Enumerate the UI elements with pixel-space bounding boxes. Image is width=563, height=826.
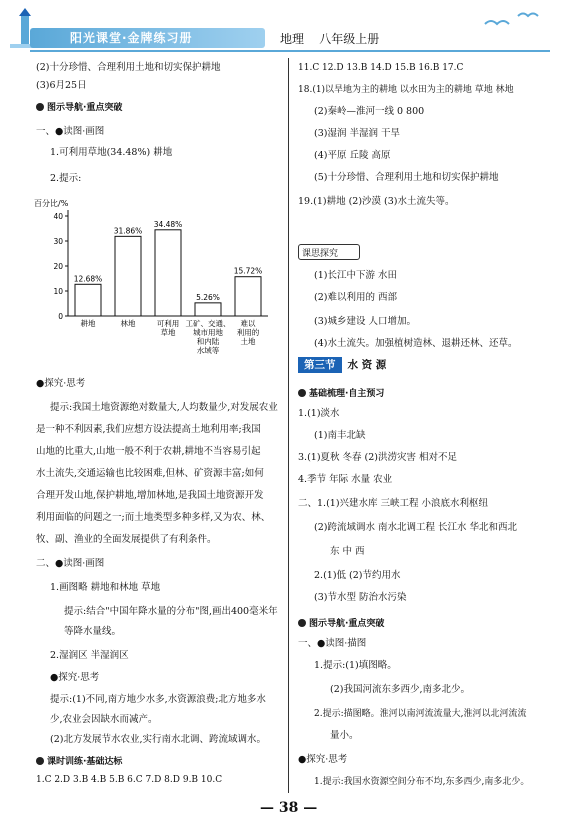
right-line-25: ●探究·思考 (298, 754, 348, 765)
x-tick-label: 城市用地 (193, 328, 223, 337)
right-line-13: 3.(1)夏秋 冬春 (2)洪涝灾害 相对不足 (298, 452, 458, 463)
data-label: 15.72% (233, 266, 263, 276)
right-line-23: 2.提示:描图略。淮河以南河流流量大,淮河以北河流流 (314, 709, 527, 719)
y-tick-label: 10 (53, 287, 63, 296)
x-tick-label: 利用的 (236, 328, 260, 337)
x-tick-label: 和内陆 (196, 337, 220, 346)
right-line-9: (3)城乡建设 人口增加。 (314, 316, 416, 327)
subject-label (280, 30, 379, 47)
left-line-13: 二、●读图·画图 (36, 558, 105, 569)
right-line-14: 4.季节 年际 水量 农业 (298, 474, 393, 485)
left-line-22: 1.C 2.D 3.B 4.B 5.B 6.C 7.D 8.D 9.B 10.C (36, 775, 223, 785)
grade: 八年级上册 (319, 32, 380, 46)
section-badge-icon (36, 103, 44, 111)
section-badge-icon (298, 389, 306, 397)
section-basic: 基础梳理·自主预习 (298, 386, 384, 399)
x-tick-label: 林地 (120, 319, 136, 328)
left-line-18: ●探究·思考 (50, 672, 100, 683)
bar (155, 230, 181, 316)
x-tick-label: 草地 (160, 328, 176, 337)
right-line-16: (2)跨流域调水 南水北调工程 长江水 华北和西北 (314, 522, 518, 533)
section-practice: 课时训练·基础达标 (36, 754, 122, 767)
left-line-12: 牧、副、渔业的全面发展提供了有利条件。 (36, 534, 217, 545)
y-tick-label: 20 (53, 262, 63, 271)
right-line-18: 2.(1)低 (2)节约用水 (314, 570, 401, 581)
right-line-2: (2)秦岭—淮河一线 0 800 (314, 106, 425, 117)
left-line-8: 山地的比重大,山地一般不利于农耕,耕地不当容易引起 (36, 446, 261, 457)
chapter-tag: 第三节 (298, 357, 342, 373)
left-line-6: 提示:我国土地资源绝对数量大,人均数量少,对发展农业 (50, 402, 278, 413)
left-line-20: 少,农业会因缺水而减产。 (50, 714, 158, 725)
data-label: 12.68% (73, 274, 103, 284)
section-badge-icon (298, 619, 306, 627)
right-line-22: (2)我国河流东多西少,南多北少。 (330, 684, 470, 695)
column-divider (288, 58, 289, 793)
section-map-nav-right: 图示导航·重点突破 (298, 616, 384, 629)
data-label: 34.48% (153, 219, 183, 229)
y-tick-label: 30 (53, 237, 63, 246)
right-line-20: 一、●读图·描图 (298, 638, 367, 649)
right-line-19: (3)节水型 防治水污染 (314, 592, 407, 603)
data-label: 5.26% (196, 292, 220, 302)
x-tick-label: 耕地 (80, 319, 96, 328)
bar (115, 236, 141, 316)
left-line-0: (2)十分珍惜、合理利用土地和切实保护耕地 (36, 62, 221, 73)
left-line-2: 一、●读图·画图 (36, 126, 105, 137)
left-line-19: 提示:(1)不同,南方地少水多,水资源浪费;北方地多水 (50, 694, 266, 705)
page-number: — 38 — (260, 800, 318, 816)
left-line-9: 水土流失,交通运输也比较困难,但林、矿资源丰富;如何 (36, 468, 264, 479)
right-line-17: 东 中 西 (330, 546, 365, 557)
right-line-0: 11.C 12.D 13.B 14.D 15.B 16.B 17.C (298, 63, 464, 73)
left-line-7: 是一种不利因素,我们应想方设法提高土地利用率;我国 (36, 424, 261, 435)
y-tick-label: 40 (53, 212, 63, 221)
bar (195, 303, 221, 316)
right-line-7: (1)长江中下游 水田 (314, 270, 397, 281)
left-line-16: 等降水量线。 (64, 626, 122, 637)
section-badge-icon (36, 757, 44, 765)
chapter-heading (298, 357, 386, 372)
chapter-title: 水 资 源 (347, 359, 387, 371)
right-line-10: (4)水土流失。加强植树造林、退耕还林、还草。 (314, 338, 518, 349)
right-line-8: (2)难以利用的 西部 (314, 292, 397, 303)
right-line-3: (3)湿润 半湿润 干旱 (314, 128, 400, 139)
left-line-17: 2.湿润区 半湿润区 (50, 650, 129, 661)
left-line-4: 2.提示: (50, 173, 82, 184)
left-line-10: 合理开发山地,保护耕地,增加林地,是我国土地资源开发 (36, 490, 264, 501)
right-line-4: (4)平原 丘陵 高原 (314, 150, 391, 161)
land-use-bar-chart (30, 190, 280, 365)
right-line-26: 1.提示:我国水资源空间分布不均,东多西少,南多北少。 (314, 777, 530, 787)
left-line-14: 1.画图略 耕地和林地 草地 (50, 582, 161, 593)
data-label: 31.86% (113, 226, 143, 236)
left-line-15: 提示:结合"中国年降水量的分布"图,画出400毫米年 (64, 606, 278, 617)
left-line-21: (2)北方发展节水农业,实行南水北调、跨流域调水。 (50, 734, 266, 745)
right-line-1: 18.(1)以旱地为主的耕地 以水田为主的耕地 草地 林地 (298, 85, 514, 95)
x-tick-label: 土地 (240, 337, 256, 346)
y-tick-label: 0 (58, 312, 63, 321)
subject: 地理 (280, 32, 305, 46)
x-tick-label: 水域等 (196, 346, 220, 355)
left-line-1: (3)6月25日 (36, 80, 87, 91)
bar (75, 284, 101, 316)
left-line-11: 利用面临的问题之一;而土地类型多种多样,又为农、林、 (36, 512, 271, 523)
left-line-5: ●探究·思考 (36, 378, 86, 389)
left-line-3: 1.可利用草地(34.48%) 耕地 (50, 147, 173, 158)
bar (235, 277, 261, 316)
page-header (0, 0, 563, 56)
section-map-nav: 图示导航·重点突破 (36, 100, 122, 113)
right-line-6: 19.(1)耕地 (2)沙漠 (3)水土流失等。 (298, 196, 455, 207)
right-line-21: 1.提示:(1)填图略。 (314, 660, 397, 671)
birds-icon (480, 6, 550, 34)
right-line-24: 量小。 (330, 730, 359, 741)
x-tick-label: 难以 (240, 319, 256, 328)
x-tick-label: 可利用 (156, 319, 180, 328)
x-tick-label: 工矿、交通、 (185, 319, 231, 328)
header-rule (30, 50, 550, 52)
right-line-11: 1.(1)淡水 (298, 408, 340, 419)
right-line-12: (1)南丰北缺 (314, 430, 366, 441)
right-line-15: 二、1.(1)兴建水库 三峡工程 小浪底水利枢纽 (298, 498, 489, 509)
y-axis-label: 百分比/% (34, 199, 69, 208)
brand-title: 阳光课堂·金牌练习册 (70, 31, 193, 45)
tip-label: 课思探究 (302, 249, 339, 259)
right-line-5: (5)十分珍惜、合理利用土地和切实保护耕地 (314, 172, 499, 183)
